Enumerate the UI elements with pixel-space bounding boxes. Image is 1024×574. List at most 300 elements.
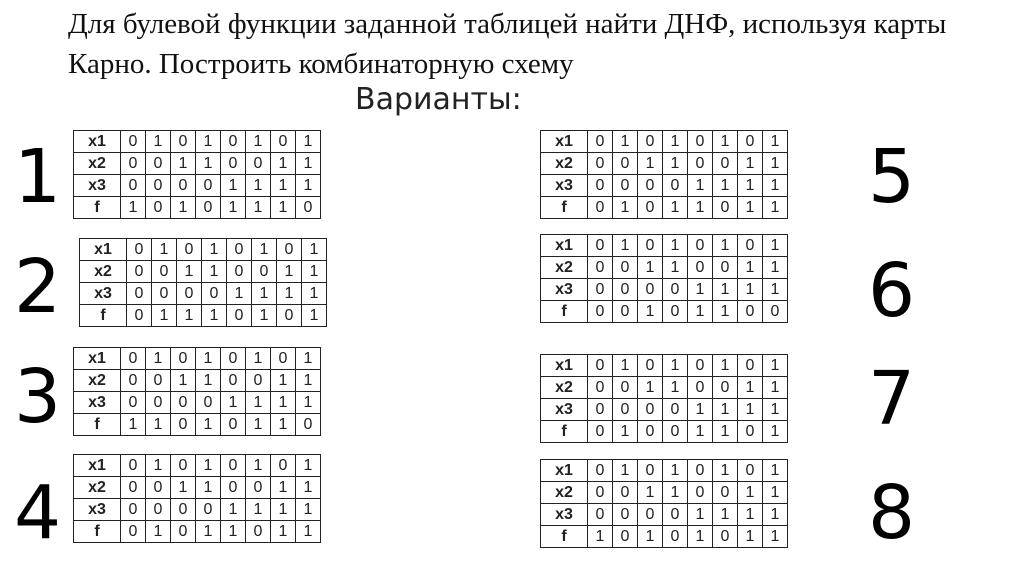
task-title: Для булевой функции заданной таблицей найти ДНФ, используя карты Карно. Построить комбинаторную схему <box>68 8 947 80</box>
table-cell: 0 <box>146 392 171 414</box>
table-cell: 1 <box>296 131 321 153</box>
row-label: x2 <box>74 153 121 175</box>
table-cell: 1 <box>713 460 738 482</box>
table-cell: 0 <box>152 283 177 305</box>
table-cell: 0 <box>613 504 638 526</box>
table-cell: 0 <box>663 279 688 301</box>
table-cell: 1 <box>763 399 788 421</box>
table-cell: 1 <box>763 197 788 219</box>
row-label: x3 <box>74 175 121 197</box>
table-cell: 0 <box>663 526 688 548</box>
table-cell: 0 <box>277 239 302 261</box>
table-cell: 1 <box>271 477 296 499</box>
table-cell: 0 <box>171 499 196 521</box>
table-cell: 0 <box>638 197 663 219</box>
table-cell: 1 <box>227 283 252 305</box>
table-cell: 0 <box>713 197 738 219</box>
table-cell: 0 <box>688 355 713 377</box>
table-cell: 1 <box>638 153 663 175</box>
variant-number-2: 2 <box>14 244 62 330</box>
table-cell: 1 <box>738 175 763 197</box>
table-cell: 0 <box>196 175 221 197</box>
table-cell: 0 <box>246 153 271 175</box>
table-cell: 1 <box>277 261 302 283</box>
table-cell: 1 <box>252 239 277 261</box>
row-label: x1 <box>74 455 121 477</box>
table-cell: 0 <box>146 477 171 499</box>
table-cell: 0 <box>763 301 788 323</box>
table-cell: 1 <box>271 370 296 392</box>
table-cell: 0 <box>121 175 146 197</box>
table-cell: 1 <box>763 279 788 301</box>
table-cell: 0 <box>588 377 613 399</box>
variant-number-1: 1 <box>14 134 62 220</box>
table-cell: 0 <box>146 370 171 392</box>
table-cell: 0 <box>177 239 202 261</box>
table-cell: 1 <box>663 460 688 482</box>
table-cell: 1 <box>196 348 221 370</box>
row-label: x2 <box>541 153 588 175</box>
table-cell: 1 <box>763 460 788 482</box>
table-row <box>541 235 788 257</box>
variant-number-8: 8 <box>868 470 916 556</box>
table-cell: 0 <box>738 355 763 377</box>
table-cell: 1 <box>202 261 227 283</box>
row-label: x1 <box>541 235 588 257</box>
truth-table-variant-1 <box>73 130 321 219</box>
table-cell: 0 <box>121 370 146 392</box>
table-cell: 1 <box>196 414 221 436</box>
row-label: f <box>541 526 588 548</box>
table-cell: 1 <box>171 477 196 499</box>
table-cell: 1 <box>146 131 171 153</box>
truth-table-variant-2 <box>79 238 327 327</box>
table-cell: 1 <box>688 526 713 548</box>
row-label: x1 <box>541 460 588 482</box>
row-label: x1 <box>80 239 127 261</box>
table-cell: 1 <box>763 153 788 175</box>
row-label: x2 <box>80 261 127 283</box>
table-cell: 1 <box>663 482 688 504</box>
table-row <box>541 257 788 279</box>
table-cell: 1 <box>688 175 713 197</box>
variant-number-6: 6 <box>868 248 916 334</box>
table-row <box>541 504 788 526</box>
row-label: x3 <box>541 175 588 197</box>
table-cell: 0 <box>638 504 663 526</box>
table-cell: 0 <box>613 153 638 175</box>
table-cell: 1 <box>271 175 296 197</box>
table-cell: 0 <box>588 460 613 482</box>
table-cell: 1 <box>663 235 688 257</box>
table-cell: 1 <box>252 305 277 327</box>
table-row <box>541 279 788 301</box>
table-row <box>541 421 788 443</box>
table-cell: 1 <box>663 197 688 219</box>
table-cell: 1 <box>663 131 688 153</box>
table-cell: 0 <box>663 175 688 197</box>
table-cell: 0 <box>121 348 146 370</box>
row-label: x3 <box>541 399 588 421</box>
table-row <box>80 283 327 305</box>
table-cell: 1 <box>221 175 246 197</box>
table-row <box>74 197 321 219</box>
table-cell: 1 <box>638 301 663 323</box>
table-cell: 0 <box>588 153 613 175</box>
row-label: f <box>541 197 588 219</box>
table-cell: 0 <box>127 305 152 327</box>
table-cell: 0 <box>121 153 146 175</box>
table-cell: 1 <box>613 460 638 482</box>
table-cell: 0 <box>171 348 196 370</box>
table-cell: 1 <box>152 305 177 327</box>
table-row <box>74 499 321 521</box>
row-label: x2 <box>74 370 121 392</box>
row-label: x1 <box>541 355 588 377</box>
table-cell: 0 <box>613 279 638 301</box>
table-cell: 0 <box>688 460 713 482</box>
table-cell: 0 <box>588 131 613 153</box>
table-row <box>80 261 327 283</box>
table-cell: 0 <box>738 131 763 153</box>
table-cell: 1 <box>763 235 788 257</box>
table-cell: 1 <box>196 131 221 153</box>
table-row <box>74 455 321 477</box>
table-cell: 0 <box>588 504 613 526</box>
table-cell: 0 <box>688 257 713 279</box>
table-row <box>80 239 327 261</box>
table-cell: 1 <box>296 370 321 392</box>
table-cell: 0 <box>196 197 221 219</box>
table-cell: 1 <box>613 131 638 153</box>
table-cell: 1 <box>196 477 221 499</box>
row-label: x2 <box>541 482 588 504</box>
table-row <box>74 175 321 197</box>
table-cell: 1 <box>688 421 713 443</box>
table-cell: 0 <box>613 482 638 504</box>
table-cell: 1 <box>196 153 221 175</box>
table-cell: 1 <box>713 279 738 301</box>
table-cell: 0 <box>613 175 638 197</box>
table-row <box>541 301 788 323</box>
table-cell: 1 <box>713 355 738 377</box>
table-cell: 0 <box>121 477 146 499</box>
table-cell: 1 <box>246 455 271 477</box>
table-cell: 0 <box>271 455 296 477</box>
table-row <box>80 305 327 327</box>
table-cell: 0 <box>588 421 613 443</box>
table-cell: 0 <box>588 175 613 197</box>
table-row <box>541 355 788 377</box>
table-cell: 0 <box>638 399 663 421</box>
table-cell: 1 <box>146 414 171 436</box>
table-cell: 1 <box>146 521 171 543</box>
table-cell: 0 <box>127 283 152 305</box>
table-cell: 1 <box>221 521 246 543</box>
table-cell: 0 <box>121 455 146 477</box>
table-cell: 1 <box>638 482 663 504</box>
variant-number-7: 7 <box>868 356 916 442</box>
table-cell: 1 <box>302 305 327 327</box>
table-cell: 1 <box>638 257 663 279</box>
table-row <box>541 131 788 153</box>
table-cell: 1 <box>713 399 738 421</box>
table-cell: 1 <box>246 197 271 219</box>
table-cell: 1 <box>202 239 227 261</box>
row-label: f <box>74 414 121 436</box>
table-cell: 0 <box>638 175 663 197</box>
table-cell: 1 <box>177 305 202 327</box>
row-label: f <box>74 197 121 219</box>
table-cell: 1 <box>738 153 763 175</box>
table-cell: 0 <box>588 257 613 279</box>
row-label: x3 <box>80 283 127 305</box>
table-row <box>74 392 321 414</box>
table-cell: 1 <box>302 261 327 283</box>
table-cell: 1 <box>246 348 271 370</box>
table-cell: 1 <box>738 197 763 219</box>
variant-number-4: 4 <box>14 470 62 556</box>
table-cell: 0 <box>146 175 171 197</box>
table-cell: 0 <box>588 482 613 504</box>
table-cell: 0 <box>171 131 196 153</box>
table-cell: 0 <box>221 153 246 175</box>
row-label: f <box>74 521 121 543</box>
table-cell: 1 <box>296 348 321 370</box>
table-cell: 0 <box>146 197 171 219</box>
table-cell: 0 <box>277 305 302 327</box>
table-cell: 1 <box>688 197 713 219</box>
table-cell: 1 <box>763 175 788 197</box>
table-cell: 1 <box>638 377 663 399</box>
table-cell: 1 <box>202 305 227 327</box>
table-cell: 1 <box>738 257 763 279</box>
table-cell: 1 <box>738 526 763 548</box>
table-cell: 1 <box>763 355 788 377</box>
table-cell: 0 <box>713 482 738 504</box>
table-cell: 0 <box>638 279 663 301</box>
table-cell: 0 <box>588 279 613 301</box>
table-cell: 1 <box>713 504 738 526</box>
table-cell: 0 <box>688 377 713 399</box>
table-row <box>74 153 321 175</box>
table-cell: 1 <box>738 504 763 526</box>
table-cell: 1 <box>221 499 246 521</box>
table-cell: 0 <box>227 305 252 327</box>
table-cell: 0 <box>171 414 196 436</box>
table-cell: 1 <box>296 499 321 521</box>
table-cell: 1 <box>663 257 688 279</box>
table-cell: 0 <box>296 414 321 436</box>
table-cell: 1 <box>246 175 271 197</box>
table-cell: 1 <box>296 455 321 477</box>
table-cell: 1 <box>688 399 713 421</box>
table-cell: 0 <box>638 131 663 153</box>
table-cell: 1 <box>688 504 713 526</box>
table-cell: 0 <box>613 399 638 421</box>
table-cell: 1 <box>171 197 196 219</box>
table-cell: 0 <box>638 235 663 257</box>
row-label: x2 <box>541 377 588 399</box>
table-cell: 1 <box>302 239 327 261</box>
table-cell: 0 <box>638 460 663 482</box>
table-cell: 1 <box>713 131 738 153</box>
table-cell: 1 <box>171 370 196 392</box>
table-cell: 0 <box>588 301 613 323</box>
row-label: x2 <box>541 257 588 279</box>
row-label: x3 <box>541 279 588 301</box>
table-cell: 1 <box>638 526 663 548</box>
table-cell: 1 <box>763 504 788 526</box>
table-cell: 0 <box>271 348 296 370</box>
table-cell: 0 <box>252 261 277 283</box>
table-cell: 0 <box>177 283 202 305</box>
table-cell: 1 <box>121 414 146 436</box>
table-cell: 0 <box>171 175 196 197</box>
table-cell: 1 <box>738 482 763 504</box>
table-cell: 1 <box>713 421 738 443</box>
table-cell: 0 <box>227 261 252 283</box>
row-label: f <box>80 305 127 327</box>
table-cell: 0 <box>171 455 196 477</box>
table-cell: 1 <box>296 175 321 197</box>
table-cell: 1 <box>146 348 171 370</box>
table-cell: 1 <box>252 283 277 305</box>
table-cell: 0 <box>713 526 738 548</box>
table-cell: 0 <box>246 521 271 543</box>
row-label: x3 <box>541 504 588 526</box>
table-cell: 1 <box>296 153 321 175</box>
table-row <box>541 399 788 421</box>
table-cell: 0 <box>738 421 763 443</box>
table-cell: 1 <box>221 392 246 414</box>
table-cell: 0 <box>196 392 221 414</box>
truth-table-variant-8 <box>540 459 788 548</box>
table-cell: 1 <box>613 197 638 219</box>
table-cell: 0 <box>663 399 688 421</box>
table-cell: 0 <box>221 477 246 499</box>
table-cell: 0 <box>121 392 146 414</box>
table-cell: 0 <box>713 377 738 399</box>
table-row <box>541 526 788 548</box>
table-cell: 1 <box>688 279 713 301</box>
table-cell: 0 <box>171 392 196 414</box>
table-cell: 0 <box>196 499 221 521</box>
table-cell: 0 <box>613 377 638 399</box>
table-row <box>74 414 321 436</box>
table-cell: 1 <box>613 235 638 257</box>
table-cell: 0 <box>613 526 638 548</box>
table-cell: 0 <box>296 197 321 219</box>
table-cell: 1 <box>663 377 688 399</box>
table-cell: 1 <box>713 235 738 257</box>
table-cell: 1 <box>246 414 271 436</box>
table-cell: 1 <box>613 355 638 377</box>
table-cell: 0 <box>246 370 271 392</box>
table-cell: 1 <box>763 482 788 504</box>
table-cell: 1 <box>763 526 788 548</box>
table-cell: 1 <box>271 521 296 543</box>
table-cell: 0 <box>688 235 713 257</box>
table-cell: 1 <box>152 239 177 261</box>
table-cell: 0 <box>663 421 688 443</box>
table-cell: 1 <box>196 370 221 392</box>
row-label: f <box>541 301 588 323</box>
table-cell: 1 <box>146 455 171 477</box>
table-cell: 1 <box>246 392 271 414</box>
table-cell: 0 <box>663 504 688 526</box>
table-cell: 0 <box>121 521 146 543</box>
table-cell: 0 <box>688 482 713 504</box>
table-cell: 0 <box>713 257 738 279</box>
table-cell: 1 <box>271 197 296 219</box>
table-row <box>541 153 788 175</box>
table-cell: 1 <box>296 392 321 414</box>
table-cell: 0 <box>613 257 638 279</box>
variant-number-5: 5 <box>868 134 916 220</box>
table-cell: 0 <box>227 239 252 261</box>
table-row <box>74 348 321 370</box>
table-row <box>541 175 788 197</box>
variants-heading: Варианты: <box>355 82 522 117</box>
variant-number-3: 3 <box>14 354 62 440</box>
table-cell: 0 <box>738 301 763 323</box>
table-row <box>541 377 788 399</box>
table-cell: 1 <box>296 521 321 543</box>
table-cell: 0 <box>221 131 246 153</box>
table-cell: 0 <box>146 499 171 521</box>
table-cell: 0 <box>663 301 688 323</box>
table-cell: 0 <box>271 131 296 153</box>
row-label: x3 <box>74 499 121 521</box>
table-cell: 0 <box>171 521 196 543</box>
table-cell: 0 <box>221 455 246 477</box>
table-cell: 1 <box>613 421 638 443</box>
table-cell: 1 <box>763 421 788 443</box>
table-row <box>541 460 788 482</box>
table-cell: 1 <box>196 455 221 477</box>
table-cell: 0 <box>588 197 613 219</box>
table-cell: 0 <box>127 239 152 261</box>
row-label: x3 <box>74 392 121 414</box>
table-cell: 1 <box>588 526 613 548</box>
table-cell: 0 <box>221 414 246 436</box>
table-cell: 1 <box>246 499 271 521</box>
table-cell: 1 <box>271 392 296 414</box>
table-cell: 0 <box>152 261 177 283</box>
table-cell: 1 <box>738 399 763 421</box>
table-cell: 1 <box>246 131 271 153</box>
table-cell: 0 <box>146 153 171 175</box>
table-cell: 0 <box>127 261 152 283</box>
row-label: x1 <box>74 348 121 370</box>
truth-table-variant-5 <box>540 130 788 219</box>
table-row <box>74 477 321 499</box>
truth-table-variant-6 <box>540 234 788 323</box>
row-label: f <box>541 421 588 443</box>
table-cell: 0 <box>638 355 663 377</box>
table-cell: 0 <box>738 235 763 257</box>
table-row <box>74 521 321 543</box>
table-cell: 1 <box>171 153 196 175</box>
table-cell: 0 <box>588 399 613 421</box>
row-label: x2 <box>74 477 121 499</box>
table-row <box>541 482 788 504</box>
table-cell: 1 <box>713 175 738 197</box>
table-cell: 0 <box>202 283 227 305</box>
table-cell: 0 <box>688 131 713 153</box>
table-cell: 0 <box>613 301 638 323</box>
